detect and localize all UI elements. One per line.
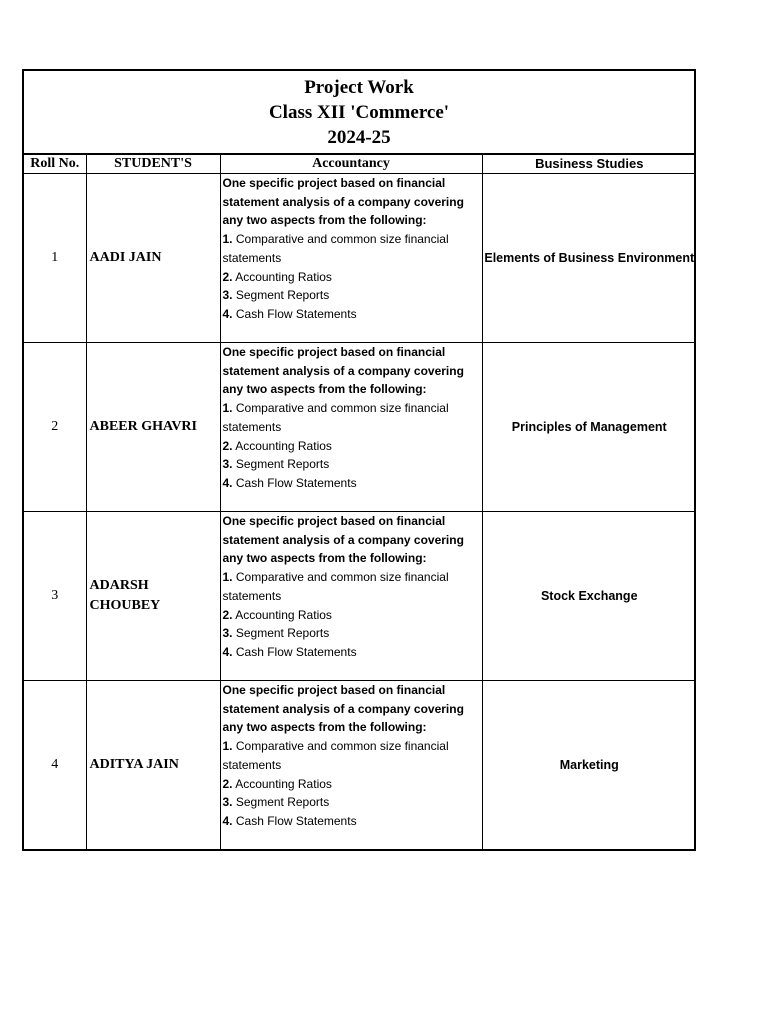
title-line-2: Class XII 'Commerce' [268,101,450,123]
accountancy-item-number: 2. [222,269,233,284]
business-studies-cell: Principles of Management [482,343,696,512]
accountancy-item [223,775,480,794]
title-line-1: Project Work [304,76,414,98]
accountancy-item [223,230,480,267]
accountancy-item-number: 3. [222,795,233,810]
business-studies-cell: Elements of Business Environment [482,174,696,343]
table-row [24,512,696,681]
accountancy-item-number: 4. [222,644,233,659]
accountancy-item-number: 3. [222,457,233,472]
accountancy-item-number: 2. [222,438,233,453]
accountancy-item-text: Accounting Ratios [232,269,332,284]
accountancy-intro: One specific project based on financial statement analysis of a company covering any two aspects from the following: [222,683,464,735]
accountancy-item [223,437,480,456]
accountancy-cell [220,512,482,681]
accountancy-cell [220,681,482,850]
table-row [24,681,696,850]
header-business-studies: Business Studies [482,155,696,174]
accountancy-item [223,643,480,662]
title-line-3: 2024-25 [327,126,391,148]
accountancy-item-number: 3. [222,626,233,641]
header-roll-no: Roll No. [24,155,86,174]
roll-no-cell: 2 [24,343,86,512]
accountancy-item [223,624,480,643]
accountancy-item-number: 1. [222,401,233,416]
accountancy-item-number: 2. [222,776,233,791]
accountancy-item-number: 1. [222,739,233,754]
accountancy-item [223,455,480,474]
accountancy-item-text: Segment Reports [232,626,330,641]
accountancy-item [223,286,480,305]
accountancy-item-number: 3. [222,288,233,303]
accountancy-item [223,268,480,287]
business-studies-cell: Marketing [482,681,696,850]
accountancy-item-number: 1. [222,232,233,247]
accountancy-item-text: Accounting Ratios [232,438,332,453]
accountancy-item [223,568,480,605]
student-name-cell: ADARSH CHOUBEY [86,512,220,681]
accountancy-item [223,399,480,436]
accountancy-item-text: Segment Reports [232,457,330,472]
accountancy-item [223,812,480,831]
header-accountancy: Accountancy [220,155,482,174]
accountancy-item [223,737,480,774]
business-studies-cell: Stock Exchange [482,512,696,681]
accountancy-item-text: Segment Reports [232,795,330,810]
accountancy-item-text: Comparative and common size financial statements [222,570,449,603]
accountancy-item [223,793,480,812]
accountancy-item-text: Comparative and common size financial statements [222,401,449,434]
accountancy-item [223,474,480,493]
accountancy-item-text: Cash Flow Statements [232,813,357,828]
accountancy-item-text: Accounting Ratios [232,776,332,791]
table-row [24,343,696,512]
accountancy-item-text: Comparative and common size financial statements [222,232,449,265]
roll-no-cell: 1 [24,174,86,343]
table-row [24,174,696,343]
accountancy-item-number: 4. [222,306,233,321]
accountancy-cell [220,174,482,343]
header-student: STUDENT'S [86,155,220,174]
accountancy-item-text: Cash Flow Statements [232,306,357,321]
project-table [24,155,696,849]
accountancy-item-number: 2. [222,607,233,622]
title-block [24,71,694,155]
accountancy-intro: One specific project based on financial statement analysis of a company covering any two aspects from the following: [222,345,464,397]
accountancy-item-number: 4. [222,813,233,828]
accountancy-intro: One specific project based on financial statement analysis of a company covering any two aspects from the following: [222,514,464,566]
accountancy-intro: One specific project based on financial statement analysis of a company covering any two aspects from the following: [222,176,464,228]
accountancy-item-text: Cash Flow Statements [232,644,357,659]
roll-no-cell: 4 [24,681,86,850]
accountancy-item-number: 4. [222,475,233,490]
header-row [24,155,696,174]
accountancy-item-text: Cash Flow Statements [232,475,357,490]
roll-no-cell: 3 [24,512,86,681]
accountancy-item-text: Accounting Ratios [232,607,332,622]
project-table-sheet [22,69,696,851]
accountancy-item [223,606,480,625]
accountancy-item [223,305,480,324]
accountancy-item-text: Segment Reports [232,288,330,303]
student-name-cell: ABEER GHAVRI [86,343,220,512]
student-name-cell: ADITYA JAIN [86,681,220,850]
accountancy-cell [220,343,482,512]
accountancy-item-number: 1. [222,570,233,585]
student-name-cell: AADI JAIN [86,174,220,343]
accountancy-item-text: Comparative and common size financial statements [222,739,449,772]
